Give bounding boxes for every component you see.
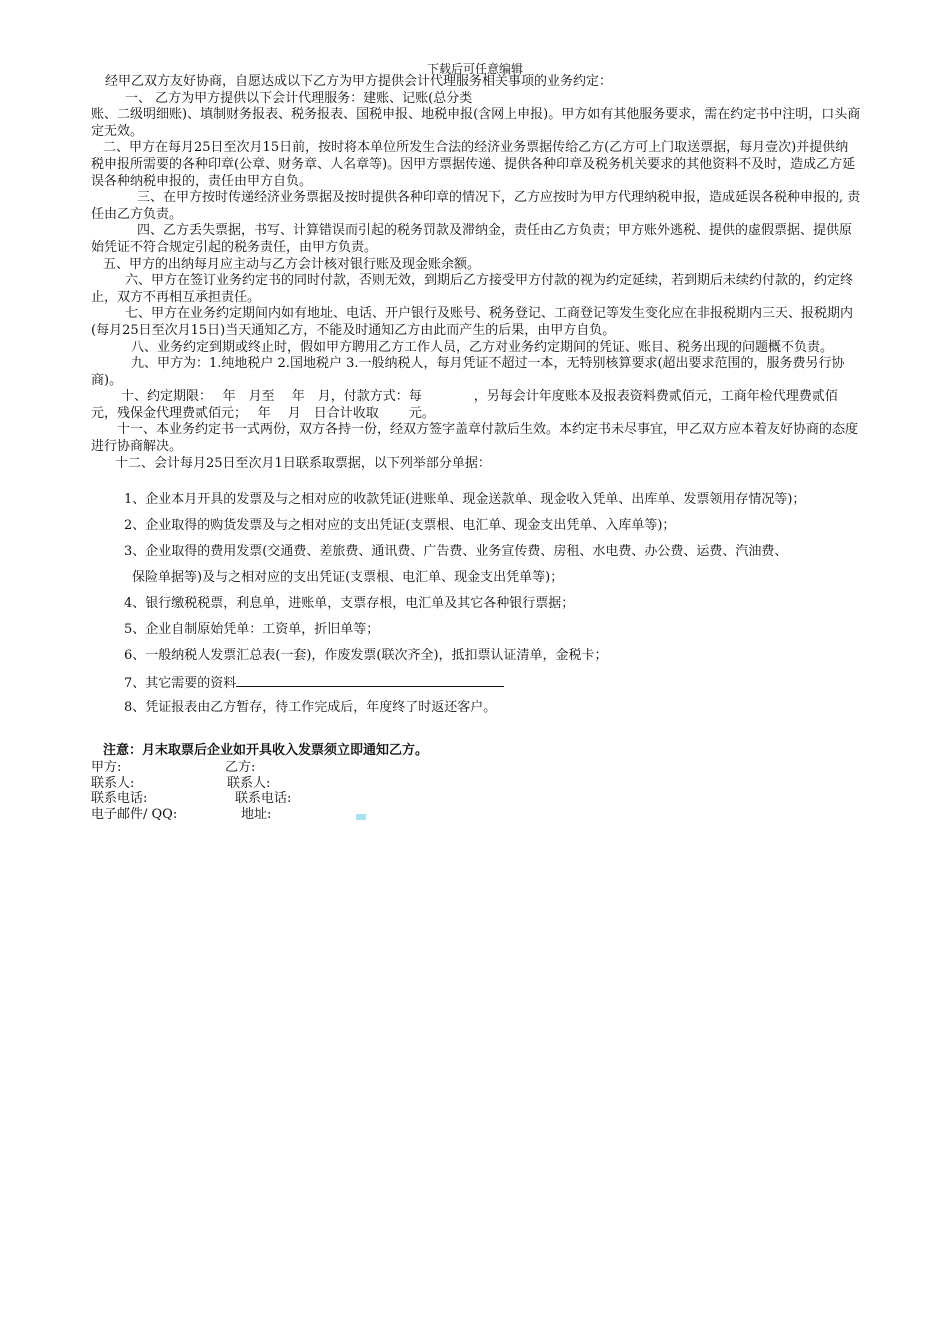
list-item-text: 7、其它需要的资料 (124, 676, 237, 691)
clause-paragraph: 经甲乙双方友好协商，自愿达成以下乙方为甲方提供会计代理服务相关事项的业务约定： (105, 74, 613, 89)
list-item-text: 2、企业取得的购货发票及与之相对应的支出凭证(支票根、电汇单、现金支出凭单、入库单等)； (124, 518, 676, 533)
document-list (124, 492, 864, 726)
list-item (124, 700, 864, 726)
party-a-field-label: 联系电话: (91, 791, 148, 807)
clause-paragraph: 十一、本业务约定书一式两份，双方各持一份，经双方签字盖章付款后生效。本约定书未尽事宜，甲乙双方应本着友好协商的态度进行协商解决。 (91, 422, 859, 455)
clause-paragraph: 三、在甲方按时传递经济业务票据及按时提供各种印章的情况下，乙方应按时为甲方代理纳税申报，造成延误各税种申报的, 责任由乙方负责。 (91, 190, 861, 222)
signature-block (91, 760, 491, 822)
list-item (124, 544, 864, 570)
signature-row (91, 791, 491, 807)
clause-paragraph: 七、甲方在业务约定期间内如有地址、电话、开户银行及账号、税务登记、工商登记等发生变化应在非报税期内三天、报税期内(每月25日至次月15日)当天通知乙方，不能及时通知乙方由此而产生的后果，由甲方自负。 (91, 306, 854, 338)
list-item-text: 6、一般纳税人发票汇总表(一套)，作废发票(联次齐全)，抵扣票认证清单，金税卡； (124, 648, 608, 663)
list-item (124, 570, 864, 596)
party-a-field-label: 电子邮件/ QQ: (91, 806, 178, 822)
party-b-field-label: 联系人: (227, 775, 271, 791)
highlight-mark (356, 814, 366, 820)
signature-row (91, 807, 491, 823)
list-item-text: 保险单据等)及与之相对应的支出凭证(支票根、电汇单、现金支出凭单等)； (132, 570, 564, 585)
clause-paragraph: 一、 乙方为甲方提供以下会计代理服务：建账、记账(总分类 (125, 90, 473, 106)
signature-row (91, 776, 491, 792)
clause-paragraph: 五、甲方的出纳每月应主动与乙方会计核对银行账及现金账余额。 (103, 256, 481, 272)
clause-paragraph: 四、乙方丢失票据，书写、计算错误而引起的税务罚款及滞纳金，责任由乙方负责；甲方账外逃税、提供的虚假票据、提供原始凭证不符合规定引起的税务责任，由甲方负责。 (91, 223, 853, 255)
list-item-text: 3、企业取得的费用发票(交通费、差旅费、通讯费、广告费、业务宣传费、房租、水电费、办公费、运费、汽油费、 (124, 544, 788, 559)
fill-in-blank-line (236, 674, 504, 687)
clause-paragraph: 六、甲方在签订业务约定书的同时付款，否则无效，到期后乙方接受甲方付款的视为约定延续，若到期后未续约付款的，约定终止，双方不再相互承担责任。 (91, 273, 854, 305)
party-b-field-label: 地址: (241, 806, 272, 822)
list-item-text: 1、企业本月开具的发票及与之相对应的收款凭证(进账单、现金送款单、现金收入凭单、出库单、发票领用存情况等)； (124, 492, 806, 507)
party-b-field-label: 乙方: (225, 760, 256, 775)
party-a-field-label: 联系人: (91, 775, 135, 791)
clause-paragraph: 九、甲方为：1.纯地税户 2.国地税户 3.一般纳税人，每月凭证不超过一本，无特别核算要求(超出要求范围的，服务费另行协商)。 (91, 356, 845, 388)
list-item (124, 492, 864, 518)
list-item-text: 5、企业自制原始凭单：工资单，折旧单等； (124, 622, 380, 637)
party-b-field-label: 联系电话: (235, 791, 292, 807)
list-item-text: 8、凭证报表由乙方暂存，待工作完成后，年度终了时返还客户。 (124, 700, 497, 715)
notice-text: 注意：月末取票后企业如开具收入发票须立即通知乙方。 (103, 743, 429, 758)
party-a-field-label: 甲方: (91, 760, 122, 775)
signature-row (91, 760, 491, 776)
list-item (124, 596, 864, 622)
clause-paragraph: 二、甲方在每月25日至次月15日前，按时将本单位所发生合法的经济业务票据传给乙方(乙方可上门取送票据，每月壹次)并提供纳税申报所需要的各种印章(公章、财务章、人名章等)。因甲方票据传递、提供各种印章及税务机关要求的其他资料不及时，造成乙方延误各种纳税申报的，责任由甲方自负。 (91, 140, 856, 189)
list-item-text: 4、银行缴税税票，利息单，进账单，支票存根，电汇单及其它各种银行票据； (124, 596, 575, 611)
list-item (124, 648, 864, 674)
list-item (124, 622, 864, 648)
list-item (124, 674, 864, 700)
clause-paragraph: 账、二级明细账)、填制财务报表、税务报表、国税申报、地税申报(含网上申报)。甲方如有其他服务要求，需在约定书中注明，口头商定无效。 (91, 107, 861, 139)
list-item (124, 518, 864, 544)
clause-paragraph: 八、业务约定到期或终止时，假如甲方聘用乙方工作人员，乙方对业务约定期间的凭证、账目、税务出现的问题概不负责。 (131, 339, 834, 355)
contract-clauses (91, 74, 861, 472)
clause-paragraph: 十二、会计每月25日至次月1日联系取票据，以下列举部分单据： (115, 455, 491, 471)
page-header-note: 下载后可任意编辑 (426, 62, 523, 76)
clause-paragraph: 十、约定期限： 年 月至 年 月，付款方式：每 ，另每会计年度账本及报表资料费贰佰元，工商年检代理费贰佰元，残保金代理费贰佰元； 年 月 日合计收取 元。 (91, 389, 838, 421)
